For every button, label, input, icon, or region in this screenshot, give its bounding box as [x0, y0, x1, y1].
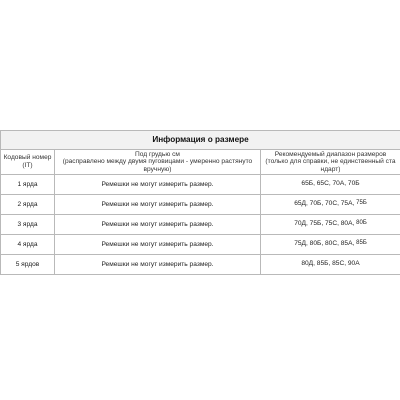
chest-cell: Ремешки не могут измерить размер.: [55, 195, 261, 215]
table-row: [1, 255, 400, 275]
code-cell: 3 ярда: [1, 215, 55, 235]
range-tail: 80Б: [356, 220, 367, 227]
header-chest-line: вручную): [143, 165, 172, 173]
code-cell: 5 ярдов: [1, 255, 55, 275]
header-range-line: Рекомендуемый диапазон размеров: [274, 150, 387, 158]
header-range: [261, 150, 400, 175]
table-row: [1, 195, 400, 215]
size-info-table: [0, 130, 400, 275]
header-chest-line: (расправлено между двумя пуговицами - умеренно растянуто: [62, 158, 253, 166]
range-cell: [261, 195, 400, 215]
code-cell: 4 ярда: [1, 235, 55, 255]
range-tail: 85Б: [356, 240, 367, 247]
header-code: [1, 150, 55, 175]
range-cell: [261, 175, 400, 195]
range-tail: 75Б: [356, 200, 367, 207]
range-main: 80Д, 85Б, 85С, 90А: [301, 260, 360, 268]
header-code-line: (IT): [22, 162, 33, 169]
table-title-row: [1, 131, 400, 150]
code-cell: 1 ярда: [1, 175, 55, 195]
range-main: 75Д, 80Б, 80С, 85А,: [294, 240, 355, 248]
range-main: 65Д, 70Б, 70С, 75А,: [294, 200, 355, 208]
header-chest-line: Под грудью см: [135, 150, 180, 158]
header-code-line: Кодовый номер: [3, 154, 52, 162]
table-title: Информация о размере: [1, 131, 400, 150]
range-main: 70Д, 75Б, 75С, 80А,: [294, 220, 355, 228]
range-cell: [261, 235, 400, 255]
range-main: 65Б, 65С, 70А, 70Б: [301, 180, 360, 188]
chest-cell: Ремешки не могут измерить размер.: [55, 215, 261, 235]
table-header-row: [1, 150, 400, 175]
header-range-line: ндарт): [320, 165, 341, 173]
chest-cell: Ремешки не могут измерить размер.: [55, 235, 261, 255]
chest-cell: Ремешки не могут измерить размер.: [55, 175, 261, 195]
table-row: [1, 175, 400, 195]
table-row: [1, 215, 400, 235]
table-row: [1, 235, 400, 255]
range-cell: [261, 215, 400, 235]
header-chest: [55, 150, 261, 175]
chest-cell: Ремешки не могут измерить размер.: [55, 255, 261, 275]
code-cell: 2 ярда: [1, 195, 55, 215]
header-range-line: (только для справки, не единственный ста: [265, 158, 396, 166]
range-cell: [261, 255, 400, 275]
